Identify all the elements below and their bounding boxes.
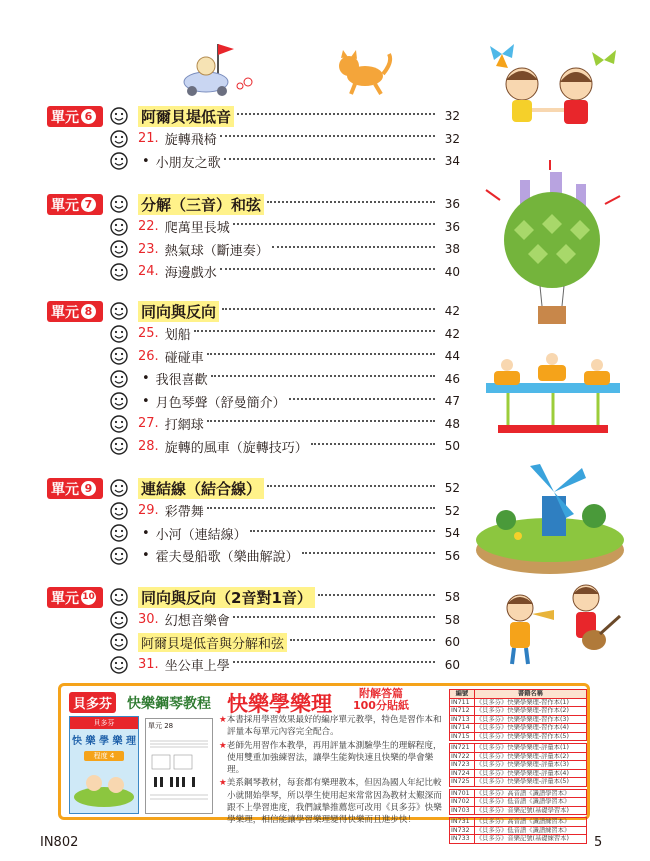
smiley-face-icon [110,152,128,170]
table-row [450,835,587,844]
page-ref: 42 [444,326,460,341]
entry-title: 同向與反向（2音對1音） [138,587,315,608]
ad-bullet [219,714,445,739]
star-icon: ★ [219,715,227,725]
toc-entry [110,323,460,345]
lesson-number: 27. [138,416,159,431]
toc-entry [110,368,460,390]
ad-subtitle-line-1: 附解答篇 [358,687,403,700]
table-row [450,769,587,778]
page-ref: 32 [444,131,460,146]
ad-bullet [219,777,445,826]
book-list-table [449,689,587,844]
table-row [450,818,587,827]
smiley-face-icon [110,347,128,365]
table-row [450,715,587,724]
book-name-cell: 《貝多芬》快樂學樂理-習作本(4) [474,724,586,733]
workbook-sample-exercises [146,733,212,813]
bullet-dot: • [142,393,150,409]
unit-label: 單元 [51,481,79,498]
page-ref: 60 [444,657,460,672]
cat-illustration [335,48,395,96]
book-code-cell: IN711 [450,698,475,707]
smiley-face-icon [110,370,128,388]
entry-title: 爬萬里長城 [164,221,230,236]
hot-air-balloon-castle-illustration [480,160,625,330]
dot-leader [207,420,435,422]
ad-main-title: 快樂學樂理 [227,692,332,716]
book-name-cell: 《貝多芬》快樂學樂理-習作本(1) [474,698,586,707]
toc-entry [110,413,460,435]
dot-leader [311,443,435,445]
unit-number: 9 [81,481,96,496]
page-ref: 52 [444,503,460,518]
book-name-cell: 《貝多芬》快樂學樂理-習作本(5) [474,732,586,741]
lesson-number: 28. [138,438,159,454]
entry-title: 連結線（結合線） [138,478,264,499]
lesson-number: 22. [138,219,159,234]
smiley-face-icon [110,195,128,213]
entry-title: 小朋友之歌 [155,155,221,171]
smiley-face-icon [110,415,128,433]
lesson-number: 26. [138,348,159,364]
book-name-cell: 《貝多芬》音樂記號(基礎練習本) [474,835,586,844]
book-name-cell: 《貝多芬》高音譜《識譜學習本》 [474,789,586,798]
unit-badge-6 [47,106,103,127]
smiley-face-icon [110,524,128,542]
smiley-face-icon [110,437,128,455]
toc-entry [110,500,460,522]
lesson-number: 23. [138,241,159,257]
entry-title: 彩帶舞 [164,505,204,520]
dot-leader [302,552,435,554]
carousel-ride-illustration [478,345,628,440]
dot-leader [267,201,435,203]
toc-entry [110,654,460,676]
book-name-cell: 《貝多芬》音樂記號(基礎學習本) [474,806,586,815]
book-code-cell: IN703 [450,806,475,815]
table-row [450,806,587,815]
unit-number: 8 [81,304,96,319]
ad-brand-badge: 貝多芬 [69,692,116,713]
book-name-cell: 《貝多芬》高音譜《識譜練習本》 [474,818,586,827]
entry-title: 熱氣球（斷連奏） [164,243,269,259]
page-ref: 54 [444,526,460,540]
footer-book-code: IN802 [40,835,79,850]
unit-number: 10 [81,590,96,605]
unit-heading-row [110,105,460,127]
table-row [450,752,587,761]
entry-title: 我很喜歡 [155,373,208,388]
smiley-face-icon [110,611,128,629]
smiley-face-icon [110,325,128,343]
ad-bullet-text: 美系鋼琴教材，每套都有樂理教本，但因為國人年紀比較小就開始學琴，所以學生使用起來常常因為教材太艱深而跟不上學習進度，我們誠摯推薦您可改用《貝多芬》快樂學樂理，相信能讓學習樂理變得快樂而且進步快！ [226,778,442,826]
book-name-cell: 《貝多芬》快樂學樂理-習作本(2) [474,707,586,716]
entry-title: 月色琴聲（舒曼簡介） [155,395,286,411]
entry-title: 同向與反向 [138,301,219,322]
table-row [450,744,587,753]
dot-leader [289,398,435,400]
book-code-cell: IN715 [450,732,475,741]
page-ref: 58 [444,612,460,627]
table-row [450,707,587,716]
book-code-cell: IN725 [450,778,475,787]
dot-leader [272,246,435,248]
smiley-face-icon [110,218,128,236]
book-code-cell: IN732 [450,826,475,835]
table-row [450,698,587,707]
entry-title: 划船 [164,328,191,343]
unit-label: 單元 [51,197,79,214]
star-icon: ★ [219,740,227,751]
bullet-dot: • [142,371,150,386]
lesson-number: 24. [138,264,159,279]
smiley-face-icon [110,240,128,258]
workbook-sample-title: 單元 28 [148,722,174,730]
book-name-cell: 《貝多芬》低音譜《識譜練習本》 [474,826,586,835]
dot-leader [237,113,435,115]
page-ref: 36 [444,219,460,234]
toc-entry [110,522,460,544]
table-row [450,789,587,798]
page-ref: 40 [444,264,460,279]
unit-label: 單元 [51,590,79,607]
dot-leader [250,530,435,532]
toc-entry [110,609,460,631]
table-row [450,798,587,807]
smiley-face-icon [110,656,128,674]
book-code-cell: IN723 [450,761,475,770]
entry-title: 旋轉的風車（旋轉技巧） [164,440,308,456]
entry-title: 霍夫曼船歌（樂曲解說） [155,550,299,565]
entry-title: 海邊戲水 [164,266,217,281]
dot-leader [267,485,435,487]
musicians-with-trumpet-and-guitar-illustration [490,580,630,670]
book-cover-title: 快 樂 學 樂 理 [72,736,136,747]
page-number: 5 [594,835,603,850]
entry-title: 小河（連結線） [155,527,247,543]
table-row [450,724,587,733]
table-header-cell: 編號 [450,690,475,699]
book-code-cell: IN701 [450,789,475,798]
book-cover-level: 程度 4 [84,751,124,761]
page-ref: 56 [444,548,460,563]
book-code-cell: IN721 [450,744,475,753]
dot-leader [233,223,435,225]
book-code-cell: IN713 [450,715,475,724]
unit-number: 7 [81,197,96,212]
unit-label: 單元 [51,304,79,321]
page-ref: 46 [444,371,460,386]
toc-entry [110,435,460,457]
lesson-number: 21. [138,131,159,146]
book-name-cell: 《貝多芬》快樂學樂理-習作本(3) [474,715,586,724]
smiley-face-icon [110,302,128,320]
toc-entry [110,216,460,238]
book-code-cell: IN731 [450,818,475,827]
page-ref: 58 [444,590,460,604]
table-row [450,732,587,741]
bullet-dot: • [142,153,150,169]
entry-title: 幻想音樂會 [164,614,230,629]
entry-title: 旋轉飛椅 [164,133,217,148]
toy-car-with-flag-illustration [170,38,260,98]
page-ref: 38 [444,242,460,256]
dot-leader [220,135,435,137]
table-row [450,826,587,835]
dot-leader [318,594,435,596]
book-name-cell: 《貝多芬》快樂學樂理-評量本(5) [474,778,586,787]
dot-leader [222,308,435,310]
star-icon: ★ [219,778,227,789]
dot-leader [233,616,435,618]
toc-entry [110,390,460,412]
page-ref: 36 [444,197,460,211]
entry-title: 分解（三音）和弦 [138,194,264,215]
book-cover-brand: 貝多芬 [70,717,138,729]
unit-badge-10 [47,587,103,608]
page-ref: 32 [444,109,460,123]
unit-badge-7 [47,194,103,215]
book-name-cell: 《貝多芬》低音譜《識譜學習本》 [474,798,586,807]
smiley-face-icon [110,392,128,410]
smiley-face-icon [110,502,128,520]
unit-label: 單元 [51,109,79,126]
entry-title: 碰碰車 [164,350,204,366]
unit-badge-8 [47,301,103,322]
book-code-cell: IN733 [450,835,475,844]
smiley-face-icon [110,130,128,148]
book-name-cell: 《貝多芬》快樂學樂理-評量本(4) [474,769,586,778]
dot-leader [224,158,435,160]
book-name-cell: 《貝多芬》快樂學樂理-評量本(2) [474,752,586,761]
ad-bullet-text: 本書採用學習效果最好的編序單元教學，特色是習作本和評量本每單元內容完全配合。 [226,715,442,738]
smiley-face-icon [110,479,128,497]
dot-leader [211,375,435,377]
page-ref: 44 [444,349,460,363]
workbook-sample-page [145,718,213,814]
toc-entry [110,150,460,172]
table-row [450,778,587,787]
book-name-cell: 《貝多芬》快樂學樂理-評量本(3) [474,761,586,770]
ad-series-title: 快樂鋼琴教程 [127,696,211,712]
smiley-face-icon [110,588,128,606]
smiley-face-icon [110,633,128,651]
table-header-cell: 書籍名稱 [474,690,586,699]
windmill-island-illustration [470,460,630,580]
book-code-cell: IN712 [450,707,475,716]
ad-description [219,714,445,828]
ad-subtitle-line-2: 100分貼紙 [353,699,409,712]
table-header-row [450,690,587,699]
smiley-face-icon [110,263,128,281]
entry-title: 坐公車上學 [164,659,230,674]
dot-leader [220,268,435,270]
page-ref: 42 [444,304,460,318]
page-ref: 60 [444,635,460,649]
book-code-cell: IN714 [450,724,475,733]
unit-heading-row [110,477,460,499]
dot-leader [207,353,435,355]
bullet-dot: • [142,525,150,541]
ad-subtitle [353,688,409,712]
dot-leader [290,639,435,641]
toc-entry [110,545,460,567]
unit-heading-row [110,586,460,608]
toc-entry [110,261,460,283]
unit-number: 6 [81,109,96,124]
bullet-dot: • [142,548,150,563]
book-cover-illustration [70,761,138,811]
page-ref: 47 [444,394,460,408]
lesson-number: 30. [138,612,159,627]
book-advertisement [58,683,590,842]
lesson-number: 29. [138,503,159,518]
dot-leader [233,661,435,663]
smiley-face-icon [110,107,128,125]
lesson-number: 25. [138,326,159,341]
book-name-cell: 《貝多芬》快樂學樂理-評量本(1) [474,744,586,753]
book-code-cell: IN722 [450,752,475,761]
toc-entry [110,128,460,150]
entry-title: 打網球 [164,418,204,433]
entry-title: 阿爾貝堤低音 [138,106,234,127]
page-ref: 34 [444,154,460,168]
book-code-cell: IN724 [450,769,475,778]
unit-heading-row [110,193,460,215]
page-ref: 48 [444,416,460,431]
ad-bullet-text: 老師先用習作本教學，再用評量本測驗學生的理解程度，使用雙重加強練習法，讓學生能夠快速且快樂的學會樂理。 [226,740,442,776]
lesson-number: 31. [138,657,159,672]
dot-leader [207,507,435,509]
children-with-pinwheels-illustration [478,40,628,140]
dot-leader [194,330,435,332]
toc-entry [110,345,460,367]
toc-entry [110,631,460,653]
book-cover-image [69,716,139,814]
table-row [450,761,587,770]
book-code-cell: IN702 [450,798,475,807]
ad-bullet [219,740,445,777]
entry-title: 阿爾貝堤低音與分解和弦 [138,633,287,652]
unit-badge-9 [47,478,103,499]
page-ref: 52 [444,481,460,495]
unit-heading-row [110,300,460,322]
page-ref: 50 [444,439,460,453]
toc-entry [110,238,460,260]
smiley-face-icon [110,547,128,565]
